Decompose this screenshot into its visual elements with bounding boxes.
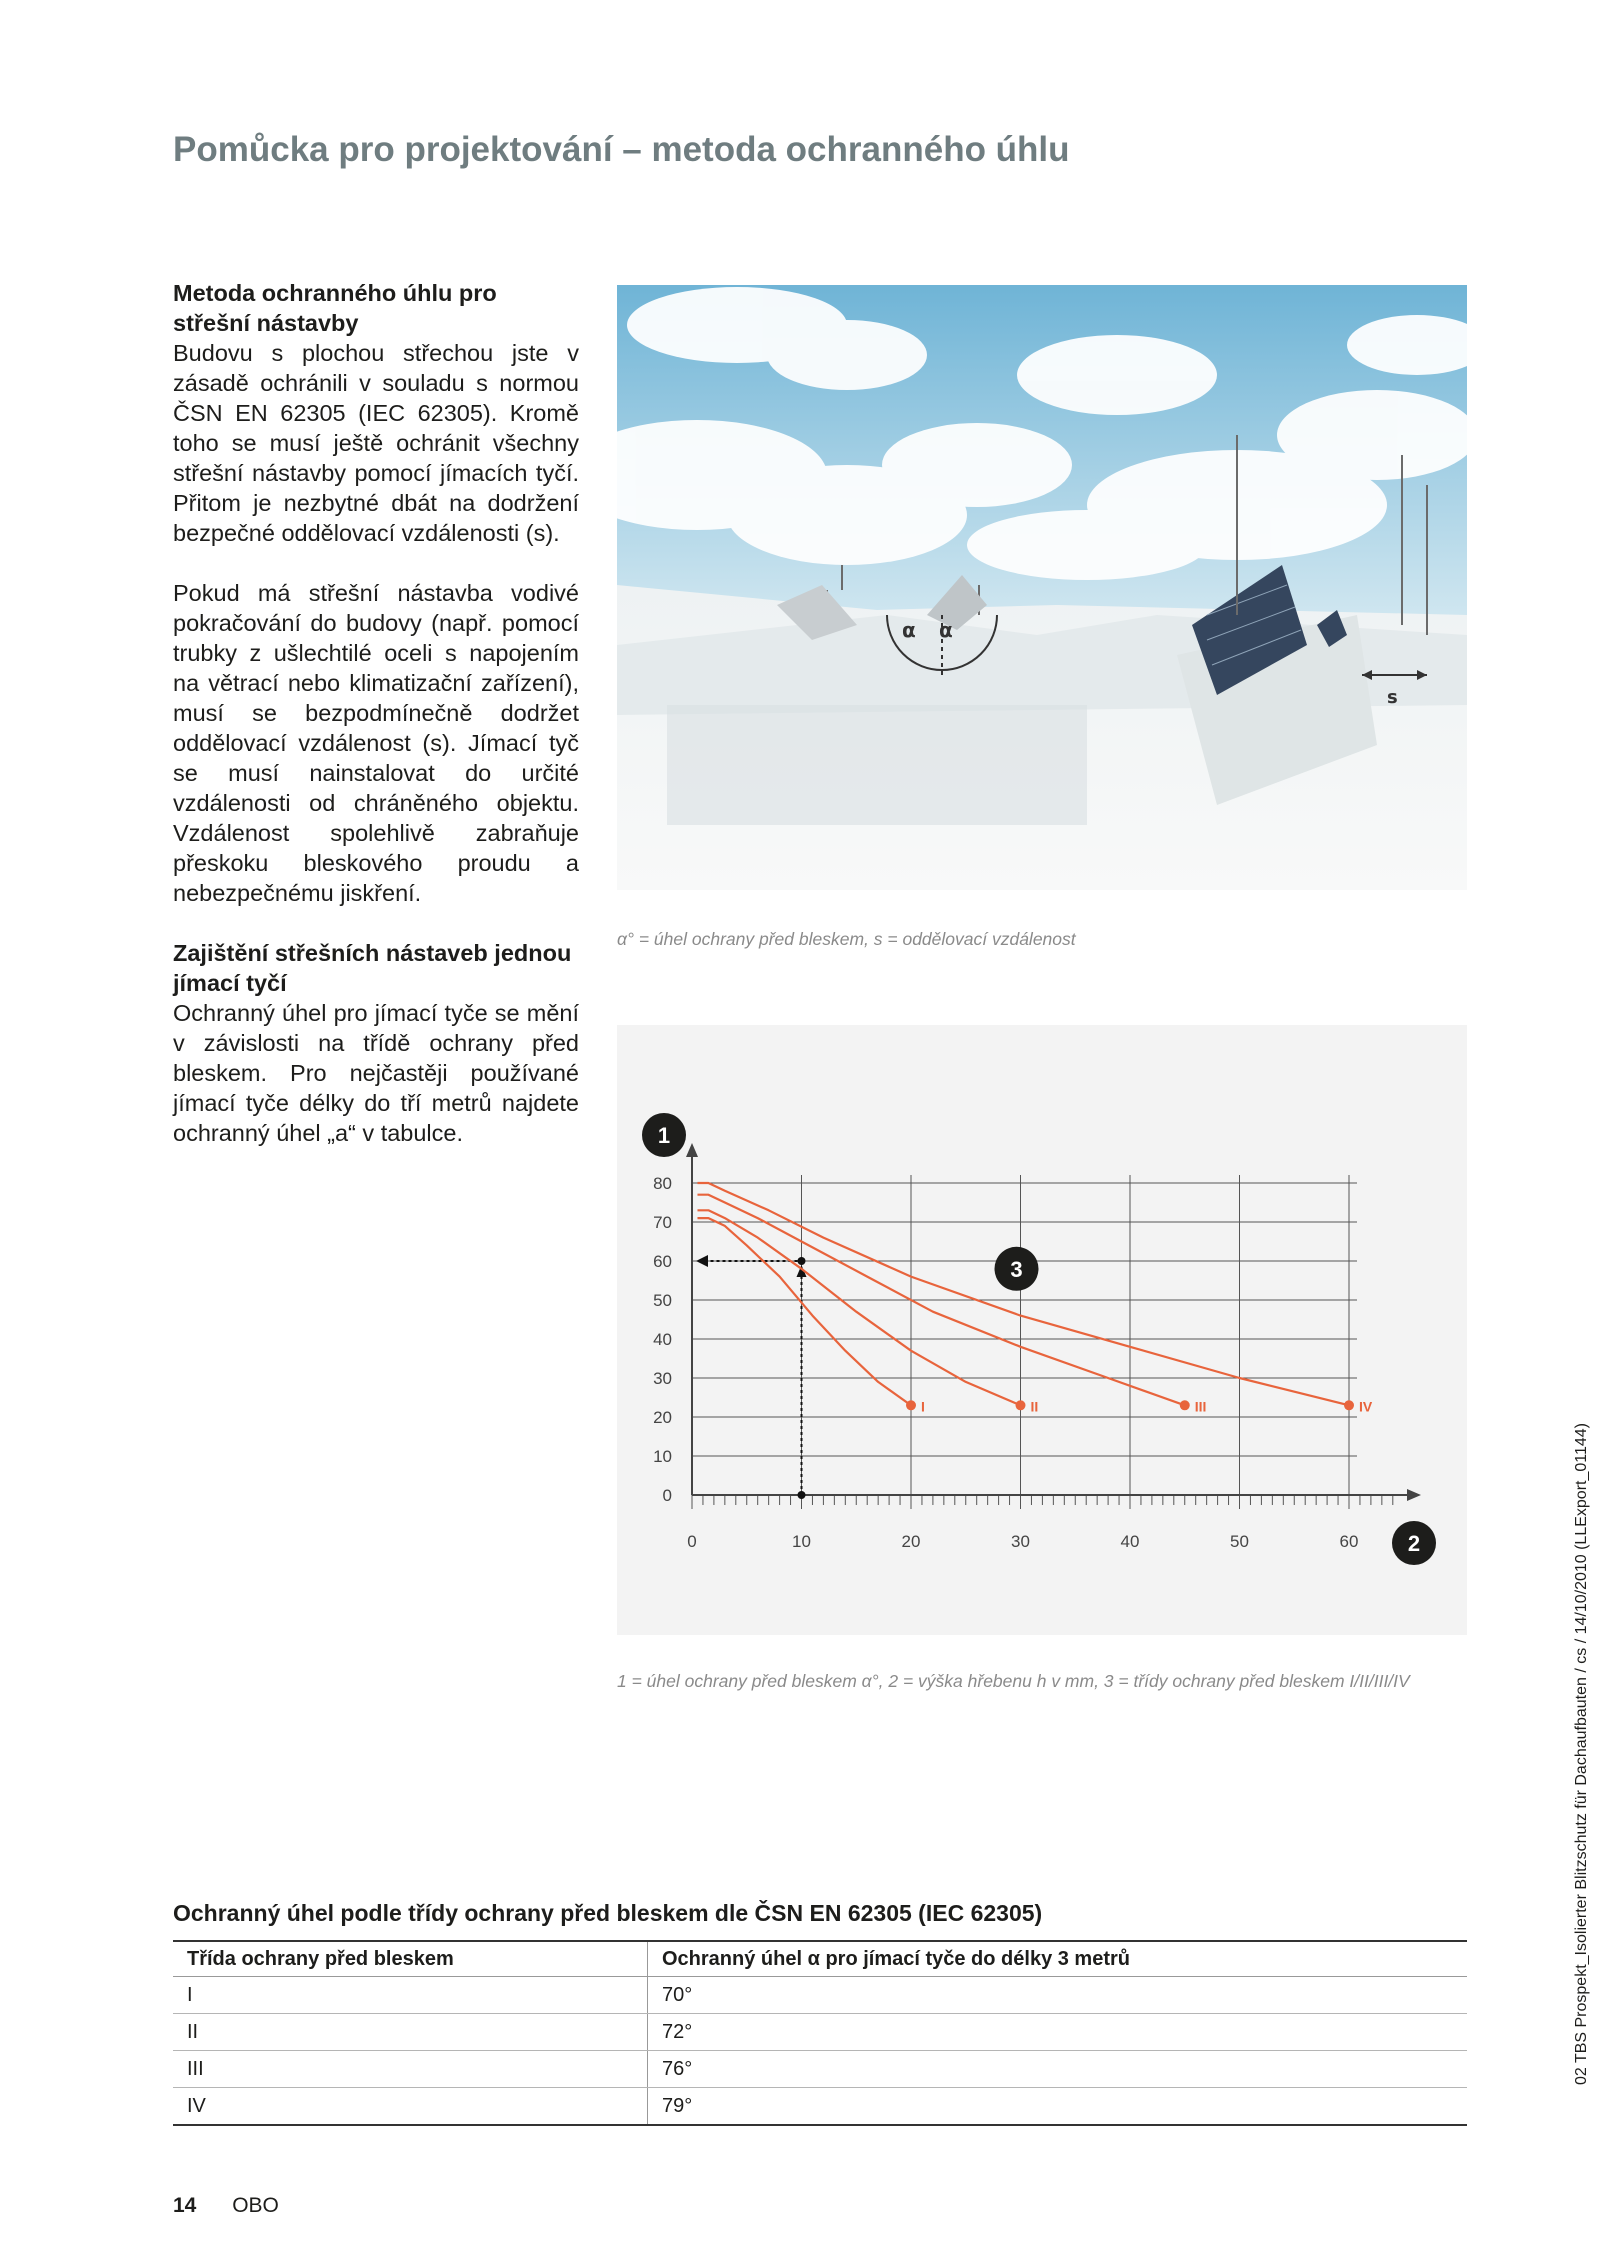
paragraph: Budovu s plochou střechou jste v zásadě ochránili v souladu s normou ČSN EN 62305 (IEC 62305). Kromě toho se musí ještě ochránit všechny střešní nástavby pomocí jímacích tyčí. Přitom je nezbytné dbát na dodržení bezpečné oddělovací vzdálenosti (s). bbox=[173, 340, 579, 546]
table-cell: IV bbox=[173, 2088, 648, 2126]
series-line-ii bbox=[697, 1210, 1023, 1405]
y-tick-label: 60 bbox=[653, 1252, 672, 1271]
x-tick-label: 10 bbox=[792, 1532, 811, 1551]
reading-arrow-left bbox=[696, 1255, 708, 1267]
page-number: 14 bbox=[173, 2194, 197, 2217]
protection-angle-table bbox=[173, 1940, 1467, 2126]
x-tick-label: 60 bbox=[1339, 1532, 1359, 1551]
side-reference-text: 02 TBS Prospekt_Isolierter Blitzschutz für Dachaufbauten / cs / 14/10/2010 (LLExport_01144) bbox=[1573, 1422, 1590, 2085]
series-label: I bbox=[921, 1398, 925, 1415]
table-cell: I bbox=[173, 1977, 648, 2014]
y-tick-label: 20 bbox=[653, 1408, 672, 1427]
alpha-label-right: α bbox=[939, 618, 953, 642]
table-cell: 70° bbox=[648, 1977, 1468, 2014]
alpha-label-left: α bbox=[902, 618, 916, 642]
y-axis-arrow bbox=[686, 1143, 698, 1157]
footer bbox=[173, 2194, 279, 2218]
y-tick-label: 40 bbox=[653, 1330, 672, 1349]
x-tick-label: 20 bbox=[901, 1532, 921, 1551]
table-row bbox=[173, 2014, 1467, 2051]
x-tick-label: 50 bbox=[1230, 1532, 1249, 1551]
y-tick-label: 30 bbox=[653, 1369, 672, 1388]
table-cell: III bbox=[173, 2051, 648, 2088]
section-heading: Zajištění střešních nástaveb jednou jímací tyčí bbox=[173, 940, 572, 996]
series-label: II bbox=[1030, 1398, 1039, 1415]
marker-3-icon-label: 3 bbox=[1010, 1256, 1023, 1282]
table-title: Ochranný úhel podle třídy ochrany před bleskem dle ČSN EN 62305 (IEC 62305) bbox=[173, 1900, 1043, 1926]
left-column bbox=[173, 278, 579, 1148]
series-label: III bbox=[1194, 1398, 1207, 1415]
reading-point bbox=[798, 1257, 806, 1265]
s-label: s bbox=[1387, 687, 1398, 708]
table-cell: 79° bbox=[648, 2088, 1468, 2126]
photo-caption: α° = úhel ochrany před bleskem, s = oddělovací vzdálenost bbox=[617, 929, 1076, 949]
roof-photo bbox=[617, 285, 1467, 890]
chart-svg bbox=[617, 1025, 1467, 1635]
chart-caption: 1 = úhel ochrany před bleskem α°, 2 = výška hřebenu h v mm, 3 = třídy ochrany před bleskem I/II/III/IV bbox=[617, 1671, 1410, 1691]
table-cell: 76° bbox=[648, 2051, 1468, 2088]
series-end-point bbox=[1180, 1400, 1190, 1410]
marker-2-icon-label: 2 bbox=[1407, 1531, 1421, 1556]
table-row bbox=[173, 2088, 1467, 2126]
table-row bbox=[173, 2051, 1467, 2088]
table-header: Třída ochrany před bleskem bbox=[173, 1941, 648, 1977]
series-label: IV bbox=[1359, 1398, 1373, 1415]
y-tick-label: 0 bbox=[662, 1486, 672, 1505]
y-tick-label: 10 bbox=[653, 1447, 672, 1466]
table-header-row bbox=[173, 1941, 1467, 1977]
table-cell: 72° bbox=[648, 2014, 1468, 2051]
table-header: Ochranný úhel α pro jímací tyče do délky 3 metrů bbox=[648, 1941, 1468, 1977]
x-tick-label: 0 bbox=[687, 1532, 697, 1551]
paragraph: Pokud má střešní nástavba vodivé pokračování do budovy (např. pomocí trubky z ušlechtilé oceli s napojením na větrací nebo klimatizační zařízení), musí se bezpodmínečně dodržet oddělovací vzdálenost (s). Jímací tyč se musí nainstalovat do určité vzdálenosti od chráněného objektu. Vzdálenost spolehlivě zabraňuje přeskoku bleskového proudu a nebezpečnému jiskření. bbox=[173, 580, 579, 906]
paragraph: Ochranný úhel pro jímací tyče se mění v závislosti na třídě ochrany před bleskem. Pro nejčastěji používané jímací tyče délky do tří metrů najdete ochranný úhel „a“ v tabulce. bbox=[173, 1000, 579, 1146]
series-line-i bbox=[697, 1218, 911, 1405]
brand-name: OBO bbox=[232, 2194, 279, 2217]
y-tick-label: 50 bbox=[653, 1291, 672, 1310]
series-end-point bbox=[1016, 1400, 1026, 1410]
x-tick-label: 30 bbox=[1011, 1532, 1030, 1551]
reading-point-x bbox=[798, 1491, 806, 1499]
x-axis-arrow bbox=[1407, 1489, 1421, 1501]
protection-angle-chart bbox=[617, 1025, 1467, 1635]
y-tick-label: 70 bbox=[653, 1213, 672, 1232]
marker-1-icon-label: 1 bbox=[657, 1123, 671, 1148]
y-tick-label: 80 bbox=[653, 1174, 672, 1193]
page-title: Pomůcka pro projektování – metoda ochranného úhlu bbox=[173, 130, 1070, 169]
series-end-point bbox=[906, 1400, 916, 1410]
table-row bbox=[173, 1977, 1467, 2014]
series-end-point bbox=[1344, 1400, 1354, 1410]
section-heading: Metoda ochranného úhlu pro střešní nástavby bbox=[173, 280, 497, 336]
x-tick-label: 40 bbox=[1120, 1532, 1140, 1551]
table-cell: II bbox=[173, 2014, 648, 2051]
